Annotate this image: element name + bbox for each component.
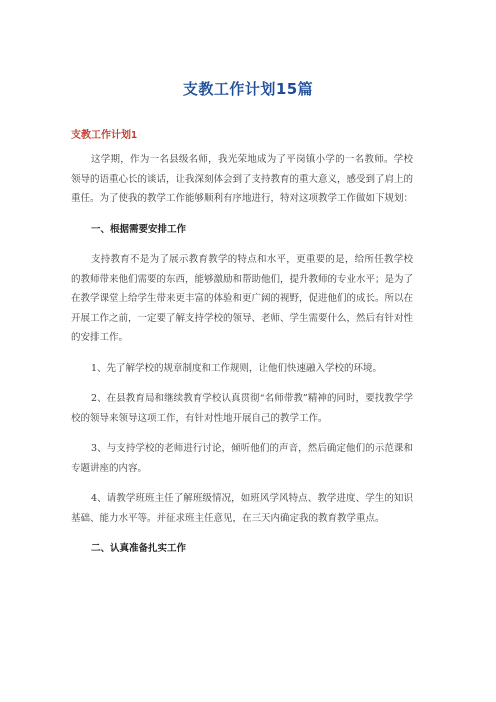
list-item-4: 4、请教学班班主任了解班级情况，如班风学风特点、教学进度、学生的知识基础、能力水平等。并征求班主任意见，在三天内确定我的教育教学重点。	[71, 493, 413, 524]
list-item-3: 3、与支持学校的老师进行讨论，倾听他们的声音，然后确定他们的示范课和专题讲座的内容。	[71, 443, 413, 474]
list-item-1: 1、先了解学校的规章制度和工作规则，让他们快速融入学校的环境。	[91, 362, 383, 374]
paragraph-needs: 支持教育不是为了展示教育教学的特点和水平，更重要的是，给所任教学校的教师带来他们需要的东西，能够激励和帮助他们，提升教师的专业水平；是为了在教学课堂上给学生带来更丰富的体验和更广阔的视野，促进他们的成长。所以在开展工作之前，一定要了解支持学校的领导、老师、学生需要什么，然后有针对性的安排工作。	[71, 254, 414, 343]
subheading-2: 二、认真准备扎实工作	[91, 543, 187, 554]
subheading-1: 一、根据需要安排工作	[91, 223, 187, 235]
document-title: 支教工作计划15篇	[182, 80, 314, 98]
paragraph-intro: 这学期，作为一名县级名师，我光荣地成为了平岗镇小学的一名教师。学校领导的语重心长的谈话，让我深刻体会到了支持教育的重大意义，感受到了肩上的重任。为了使我的教学工作能够顺利有序地进行，特对这项教学工作做如下规划：	[71, 154, 414, 204]
section-heading: 支教工作计划1	[71, 130, 138, 141]
list-item-2: 2、在县教育局和继续教育学校认真贯彻“名师带教”精神的同时，要找教学学校的领导来领导这项工作，有针对性地开展自己的教学工作。	[71, 393, 413, 424]
document-body	[71, 150, 413, 570]
